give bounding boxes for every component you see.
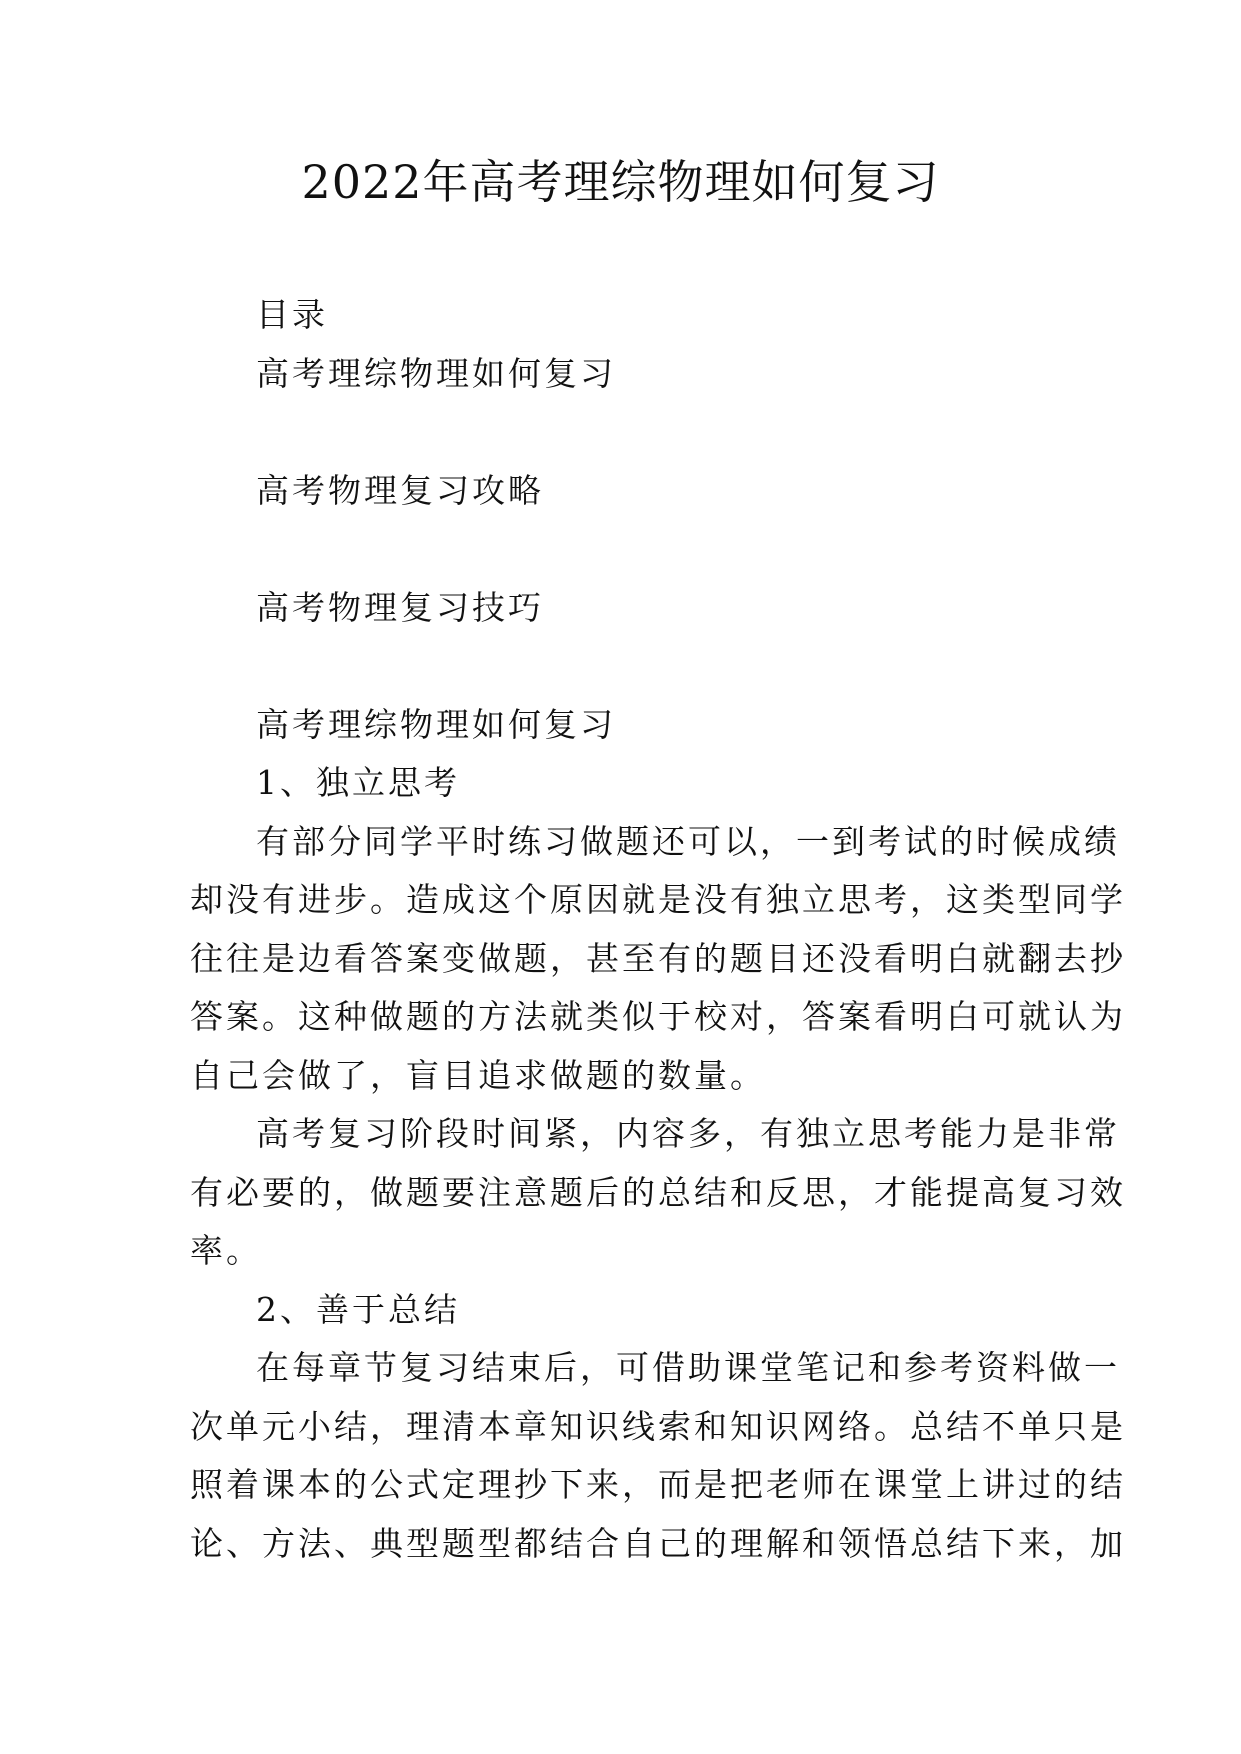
paragraph-line: 有部分同学平时练习做题还可以，一到考试的时候成绩 (256, 821, 1120, 861)
document-title: 2022年高考理综物理如何复习 (301, 155, 940, 209)
paragraph-line: 照着课本的公式定理抄下来，而是把老师在课堂上讲过的结 (190, 1465, 1126, 1504)
toc-heading: 目录 (256, 295, 328, 334)
paragraph-1 (190, 813, 1126, 1106)
paragraph-line: 次单元小结，理清本章知识线索和知识网络。总结不单只是 (190, 1406, 1126, 1446)
toc-item[interactable]: 高考理综物理如何复习 (256, 353, 616, 393)
paragraph-line: 答案。这种做题的方法就类似于校对，答案看明白可就认为 (190, 997, 1126, 1036)
paragraph-2 (190, 1105, 1126, 1281)
toc-item[interactable]: 高考物理复习攻略 (256, 470, 544, 510)
paragraph-line: 有必要的，做题要注意题后的总结和反思，才能提高复习效 (190, 1172, 1126, 1212)
document-body (190, 286, 1126, 1573)
paragraph-line: 论、方法、典型题型都结合自己的理解和领悟总结下来，加 (190, 1523, 1126, 1563)
subsection-heading-1: 1、独立思考 (256, 763, 460, 802)
paragraph-line: 在每章节复习结束后，可借助课堂笔记和参考资料做一 (256, 1348, 1120, 1387)
paragraph-line: 却没有进步。造成这个原因就是没有独立思考，这类型同学 (190, 880, 1126, 919)
subsection-heading-2: 2、善于总结 (256, 1289, 460, 1329)
paragraph-line: 高考复习阶段时间紧，内容多，有独立思考能力是非常 (256, 1114, 1120, 1153)
paragraph-line: 率。 (190, 1231, 262, 1270)
paragraph-3 (190, 1339, 1126, 1573)
paragraph-line: 往往是边看答案变做题，甚至有的题目还没看明白就翻去抄 (190, 938, 1126, 978)
paragraph-line: 自己会做了，盲目追求做题的数量。 (190, 1055, 766, 1095)
toc-item[interactable]: 高考物理复习技巧 (256, 587, 544, 627)
section-heading: 高考理综物理如何复习 (256, 704, 616, 744)
